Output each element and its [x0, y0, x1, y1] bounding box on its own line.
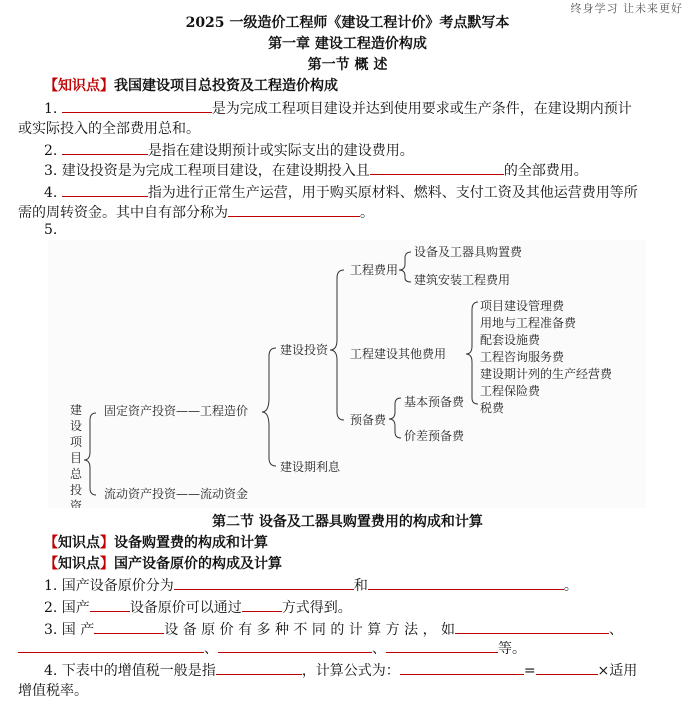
investment-structure-diagram — [48, 240, 646, 508]
fill-blank[interactable] — [94, 621, 164, 634]
document-title: 2025 一级造价工程师《建设工程计价》考点默写本 — [185, 15, 510, 31]
fill-blank[interactable] — [62, 100, 212, 113]
fill-blank[interactable] — [242, 599, 282, 612]
kp-text: 设备购置费的构成和计算 — [114, 535, 268, 551]
item-text: 。 — [563, 578, 578, 594]
fill-blank[interactable] — [62, 142, 148, 155]
item-text: 等。 — [498, 641, 526, 657]
other-item: 税费 — [480, 401, 505, 415]
item-text: 1. 国产设备原价分为 — [44, 578, 174, 594]
item2-1 — [44, 575, 578, 595]
fill-blank[interactable] — [218, 640, 372, 653]
item-text: = — [523, 663, 536, 679]
other-construction-fee: 工程建设其他费用 — [350, 347, 447, 361]
item-text: 是指在建设期预计或实际支出的建设费用。 — [147, 143, 414, 159]
item2-3 — [44, 619, 623, 639]
fill-blank[interactable] — [62, 184, 148, 197]
item-1-continued: 或实际投入的全部费用总和。 — [18, 121, 200, 137]
root-char: 资 — [70, 499, 83, 508]
item-2 — [44, 140, 414, 160]
watermark-slogan: 终身学习 让未来更好 — [570, 2, 683, 15]
other-item: 建设期计列的生产经营费 — [480, 367, 613, 381]
engineering-fee: 工程费用 — [350, 263, 399, 277]
item2-2 — [44, 597, 352, 617]
root-char: 投 — [70, 483, 83, 497]
fill-blank[interactable] — [386, 640, 498, 653]
kp-bracket-close: 】 — [100, 78, 114, 94]
item2-3-continued — [18, 638, 526, 658]
brace-other — [466, 302, 478, 404]
kp-bracket-open: 【 — [44, 556, 58, 572]
item-text: 、 — [372, 641, 386, 657]
item2-4 — [44, 660, 637, 680]
root-char: 项 — [70, 435, 83, 449]
item-4-continued — [18, 202, 374, 222]
knowledge-point-1 — [44, 75, 338, 95]
knowledge-point-2 — [44, 532, 268, 552]
item-4 — [44, 182, 638, 202]
item-text: 、 — [609, 622, 624, 638]
item-text: 4. 下表中的增值税一般是指 — [44, 663, 216, 679]
item2-4-continued: 增值税率。 — [18, 683, 88, 699]
brace-fixed — [262, 348, 276, 466]
item-text: 3. 国 产 — [44, 622, 95, 638]
fill-blank[interactable] — [400, 662, 524, 675]
item-text: 指为进行正常生产运营，用于购买原材料、燃料、支付工资及其他运营费用等所 — [147, 185, 638, 201]
fill-blank[interactable] — [370, 162, 504, 175]
item-text: 、 — [204, 641, 218, 657]
section-title-1: 第一节 概 述 — [307, 57, 388, 73]
item-text: ×适用 — [597, 663, 638, 679]
equipment-fee: 设备及工器具购置费 — [414, 245, 523, 259]
root-char: 设 — [70, 419, 83, 433]
fill-blank[interactable] — [368, 577, 564, 590]
kp-label: 知识点 — [58, 535, 100, 551]
kp-bracket-close: 】 — [100, 556, 114, 572]
kp-bracket-open: 【 — [44, 535, 58, 551]
kp-text: 我国建设项目总投资及工程造价构成 — [114, 78, 338, 94]
item-number: 1. — [44, 101, 58, 117]
knowledge-point-3 — [44, 553, 282, 573]
item-text: 需的周转资金。其中自有部分称为 — [18, 205, 228, 221]
item-text: 和 — [353, 578, 368, 594]
fill-blank[interactable] — [174, 577, 354, 590]
item-text: 方式得到。 — [281, 600, 352, 616]
installation-fee: 建筑安装工程费用 — [414, 273, 511, 287]
fill-blank[interactable] — [228, 204, 360, 217]
reserve-fee: 预备费 — [350, 413, 387, 427]
brace-construction — [330, 270, 344, 420]
chapter-title: 第一章 建设工程造价构成 — [268, 36, 427, 52]
root-char: 目 — [70, 451, 83, 465]
fill-blank[interactable] — [536, 662, 598, 675]
item-text: 设备原价可以通过 — [129, 600, 242, 616]
section-title-2: 第二节 设备及工器具购置费用的构成和计算 — [212, 514, 483, 530]
kp-bracket-open: 【 — [44, 78, 58, 94]
item-text: 是为完成工程项目建设并达到使用要求或生产条件，在建设期内预计 — [211, 101, 632, 117]
other-item: 配套设施费 — [480, 333, 541, 347]
brace-root — [84, 413, 96, 495]
other-item: 工程咨询服务费 — [480, 350, 565, 364]
kp-label: 知识点 — [58, 556, 100, 572]
fill-blank[interactable] — [18, 640, 204, 653]
fill-blank[interactable] — [90, 599, 130, 612]
kp-label: 知识点 — [58, 78, 100, 94]
item-text: 3. 建设投资是为完成工程项目建设，在建设期投入且 — [44, 163, 370, 179]
basic-reserve: 基本预备费 — [404, 395, 465, 409]
brace-reserve — [389, 398, 401, 438]
fill-blank[interactable] — [455, 621, 609, 634]
root-char: 总 — [70, 467, 83, 481]
other-item: 项目建设管理费 — [480, 299, 565, 313]
other-item: 工程保险费 — [480, 384, 541, 398]
fixed-asset-invest: 固定资产投资——工程造价 — [104, 404, 249, 418]
current-asset-invest: 流动资产投资——流动资金 — [104, 487, 249, 501]
item-text: 的全部费用。 — [503, 163, 588, 179]
brace-tree — [48, 240, 646, 508]
item-number: 4. — [44, 185, 58, 201]
item-text: ，计算公式为： — [301, 663, 400, 679]
other-item: 用地与工程准备费 — [480, 316, 577, 330]
item-text: 2. 国产 — [44, 600, 90, 616]
item-1 — [44, 98, 632, 118]
construction-interest: 建设期利息 — [280, 460, 341, 474]
item-text: 。 — [360, 205, 374, 221]
root-char: 建 — [70, 403, 83, 417]
brace-engineering — [399, 252, 411, 282]
item-5: 5. — [44, 222, 58, 238]
price-reserve: 价差预备费 — [404, 429, 465, 443]
kp-bracket-close: 】 — [100, 535, 114, 551]
fill-blank[interactable] — [216, 662, 302, 675]
item-text: 设 备 原 价 有 多 种 不 同 的 计 算 方 法 ， 如 — [164, 622, 456, 638]
construction-invest: 建设投资 — [280, 343, 329, 357]
item-number: 2. — [44, 143, 58, 159]
kp-text: 国产设备原价的构成及计算 — [114, 556, 282, 572]
item-3 — [44, 160, 588, 180]
